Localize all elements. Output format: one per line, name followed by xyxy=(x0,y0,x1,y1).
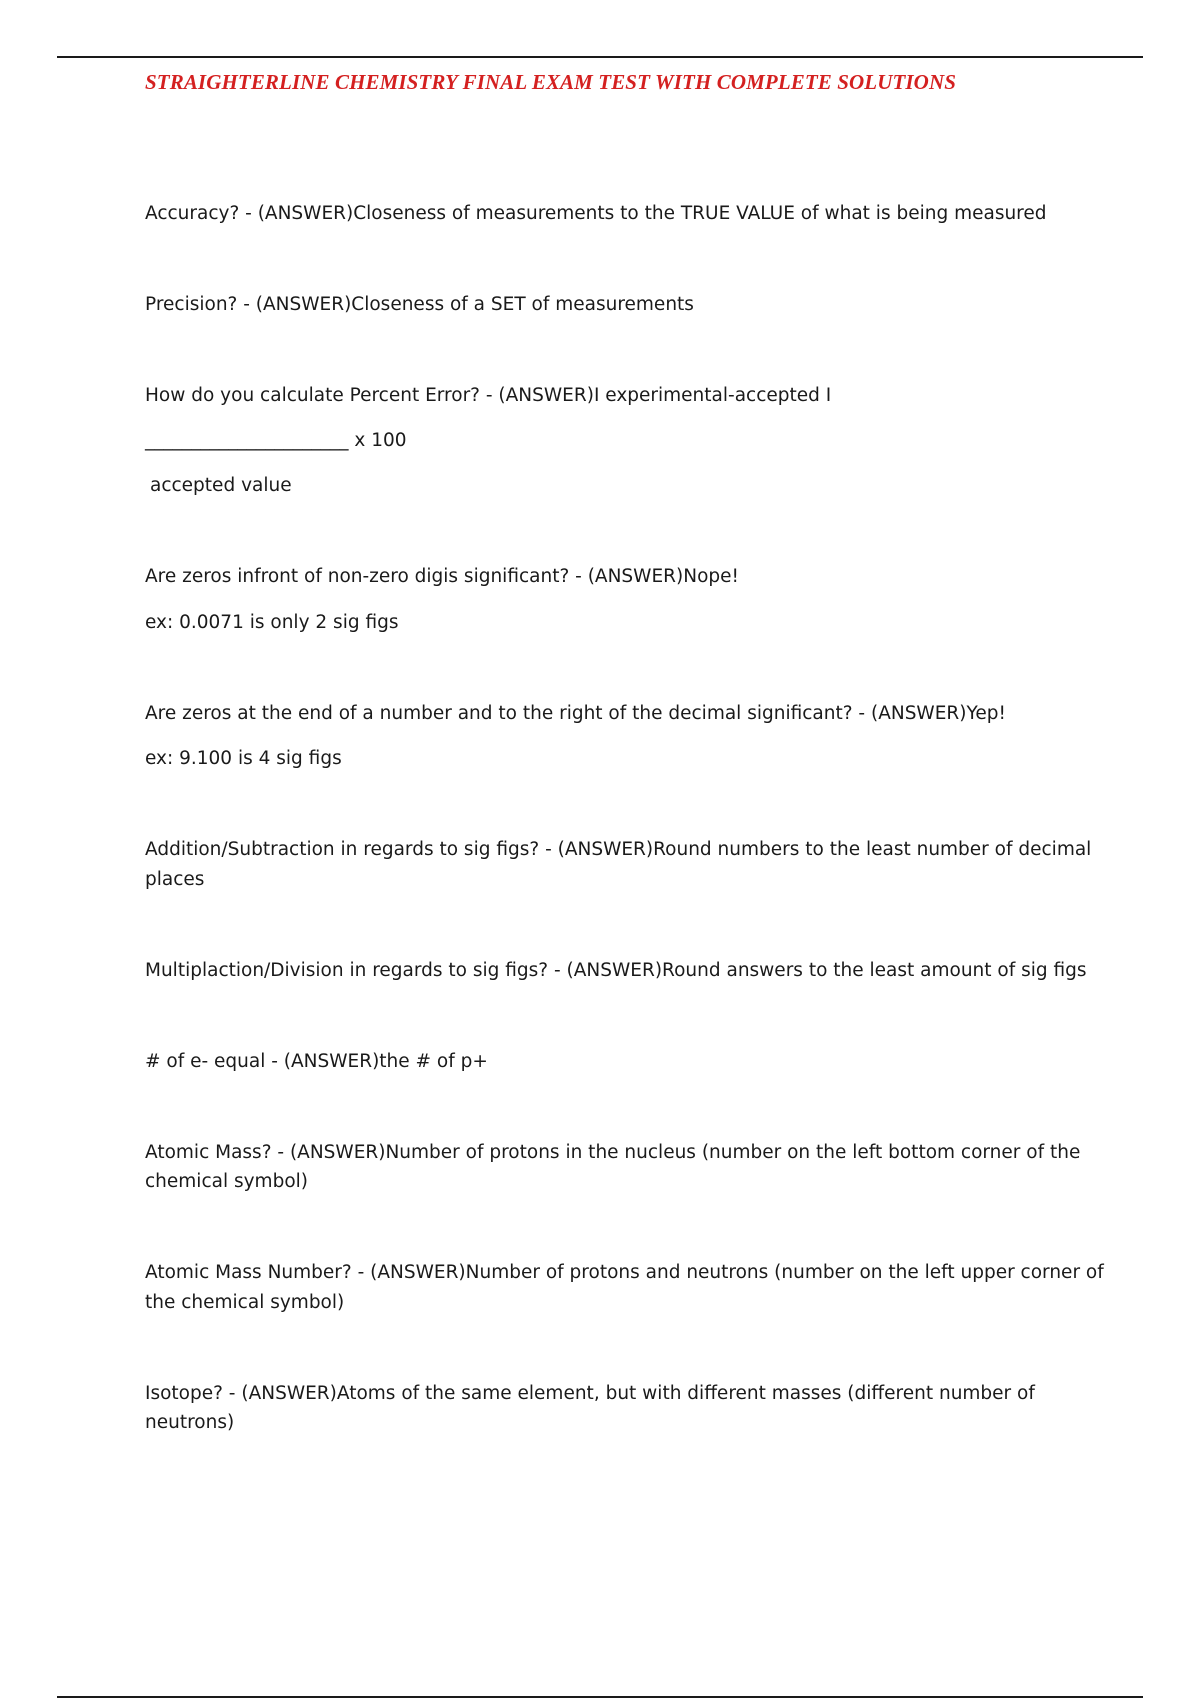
qa-electrons: # of e- equal - (ANSWER)the # of p+ xyxy=(145,1051,488,1072)
qa-atomic-mass-number: Atomic Mass Number? - (ANSWER)Number of protons and neutrons (number on the left upper corner of xyxy=(145,1262,1104,1283)
trailing-zeros-example: ex: 9.100 is 4 sig figs xyxy=(145,748,342,769)
qa-accuracy: Accuracy? - (ANSWER)Closeness of measurements to the TRUE VALUE of what is being measured xyxy=(145,203,1047,224)
isotope-cont: neutrons) xyxy=(145,1412,235,1433)
qa-leading-zeros: Are zeros infront of non-zero digis significant? - (ANSWER)Nope! xyxy=(145,566,739,587)
atomic-mass-cont: chemical symbol) xyxy=(145,1171,308,1192)
footer-rule xyxy=(57,1696,1143,1698)
qa-addition-subtraction: Addition/Subtraction in regards to sig figs? - (ANSWER)Round numbers to the least number of decimal xyxy=(145,839,1092,860)
qa-isotope: Isotope? - (ANSWER)Atoms of the same element, but with different masses (different number of xyxy=(145,1383,1035,1404)
leading-zeros-example: ex: 0.0071 is only 2 sig figs xyxy=(145,612,399,633)
addition-subtraction-cont: places xyxy=(145,869,205,890)
qa-atomic-mass: Atomic Mass? - (ANSWER)Number of protons in the nucleus (number on the left bottom corner of the xyxy=(145,1142,1081,1163)
qa-percent-error: How do you calculate Percent Error? - (ANSWER)I experimental-accepted I xyxy=(145,385,832,406)
qa-precision: Precision? - (ANSWER)Closeness of a SET of measurements xyxy=(145,294,694,315)
percent-error-denominator: accepted value xyxy=(150,475,292,496)
atomic-mass-number-cont: the chemical symbol) xyxy=(145,1292,345,1313)
document-title: STRAIGHTERLINE CHEMISTRY FINAL EXAM TEST WITH COMPLETE SOLUTIONS xyxy=(145,70,956,94)
qa-trailing-zeros: Are zeros at the end of a number and to the right of the decimal significant? - (ANSWER)Yep! xyxy=(145,703,1006,724)
header-rule xyxy=(57,56,1143,58)
qa-multiplication-division: Multiplaction/Division in regards to sig figs? - (ANSWER)Round answers to the least amount of sig figs xyxy=(145,960,1087,981)
percent-error-fraction-line: ______________________ x 100 xyxy=(145,430,407,451)
